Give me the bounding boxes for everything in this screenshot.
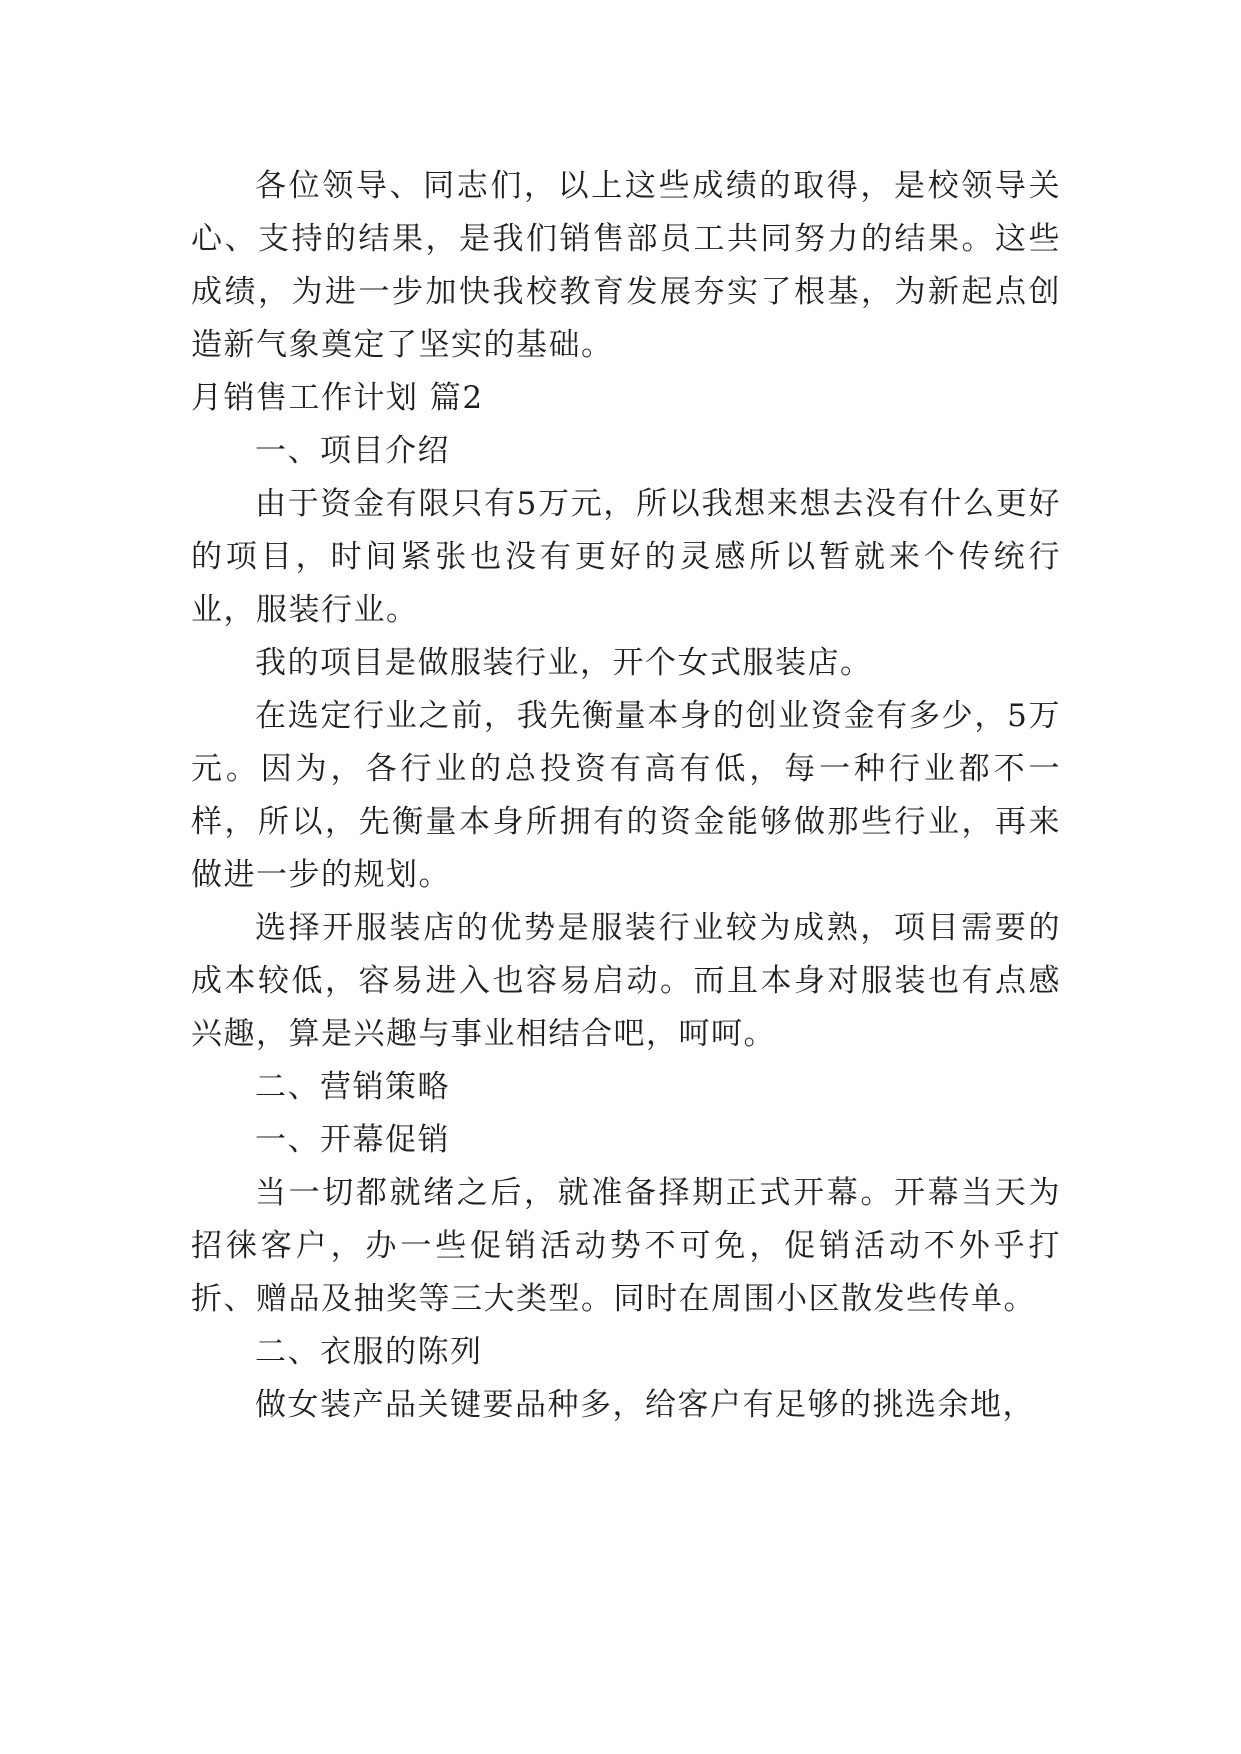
heading-clothing-display: 二、衣服的陈列: [255, 1334, 483, 1370]
heading-opening-promotion: 一、开幕促销: [255, 1122, 450, 1158]
section-title-plan-2: 月销售工作计划 篇2: [191, 380, 484, 416]
paragraph-project: 我的项目是做服装行业，开个女式服装店。: [255, 645, 873, 681]
paragraph-funding: 由于资金有限只有5万元，所以我想来想去没有什么更好的项目，时间紧张也没有更好的灵感所以暂就来个传统行业，服装行业。: [191, 486, 1061, 628]
document-body: [191, 160, 1061, 1432]
heading-project-intro: 一、项目介绍: [255, 433, 450, 469]
paragraph-closing-remarks: 各位领导、同志们，以上这些成绩的取得，是校领导关心、支持的结果，是我们销售部员工共同努力的结果。这些成绩，为进一步加快我校教育发展夯实了根基，为新起点创造新气象奠定了坚实的基础。: [191, 168, 1061, 363]
heading-marketing-strategy: 二、营销策略: [255, 1069, 450, 1105]
paragraph-capital-assessment: 在选定行业之前，我先衡量本身的创业资金有多少，5万元。因为，各行业的总投资有高有低，每一种行业都不一样，所以，先衡量本身所拥有的资金能够做那些行业，再来做进一步的规划。: [191, 698, 1061, 893]
paragraph-advantages: 选择开服装店的优势是服装行业较为成熟，项目需要的成本较低，容易进入也容易启动。而且本身对服装也有点感兴趣，算是兴趣与事业相结合吧，呵呵。: [191, 910, 1061, 1052]
paragraph-clothing-display: 做女装产品关键要品种多，给客户有足够的挑选余地，: [255, 1387, 1035, 1423]
paragraph-opening-promotion: 当一切都就绪之后，就准备择期正式开幕。开幕当天为招徕客户，办一些促销活动势不可免，促销活动不外乎打折、赠品及抽奖等三大类型。同时在周围小区散发些传单。: [191, 1175, 1061, 1317]
